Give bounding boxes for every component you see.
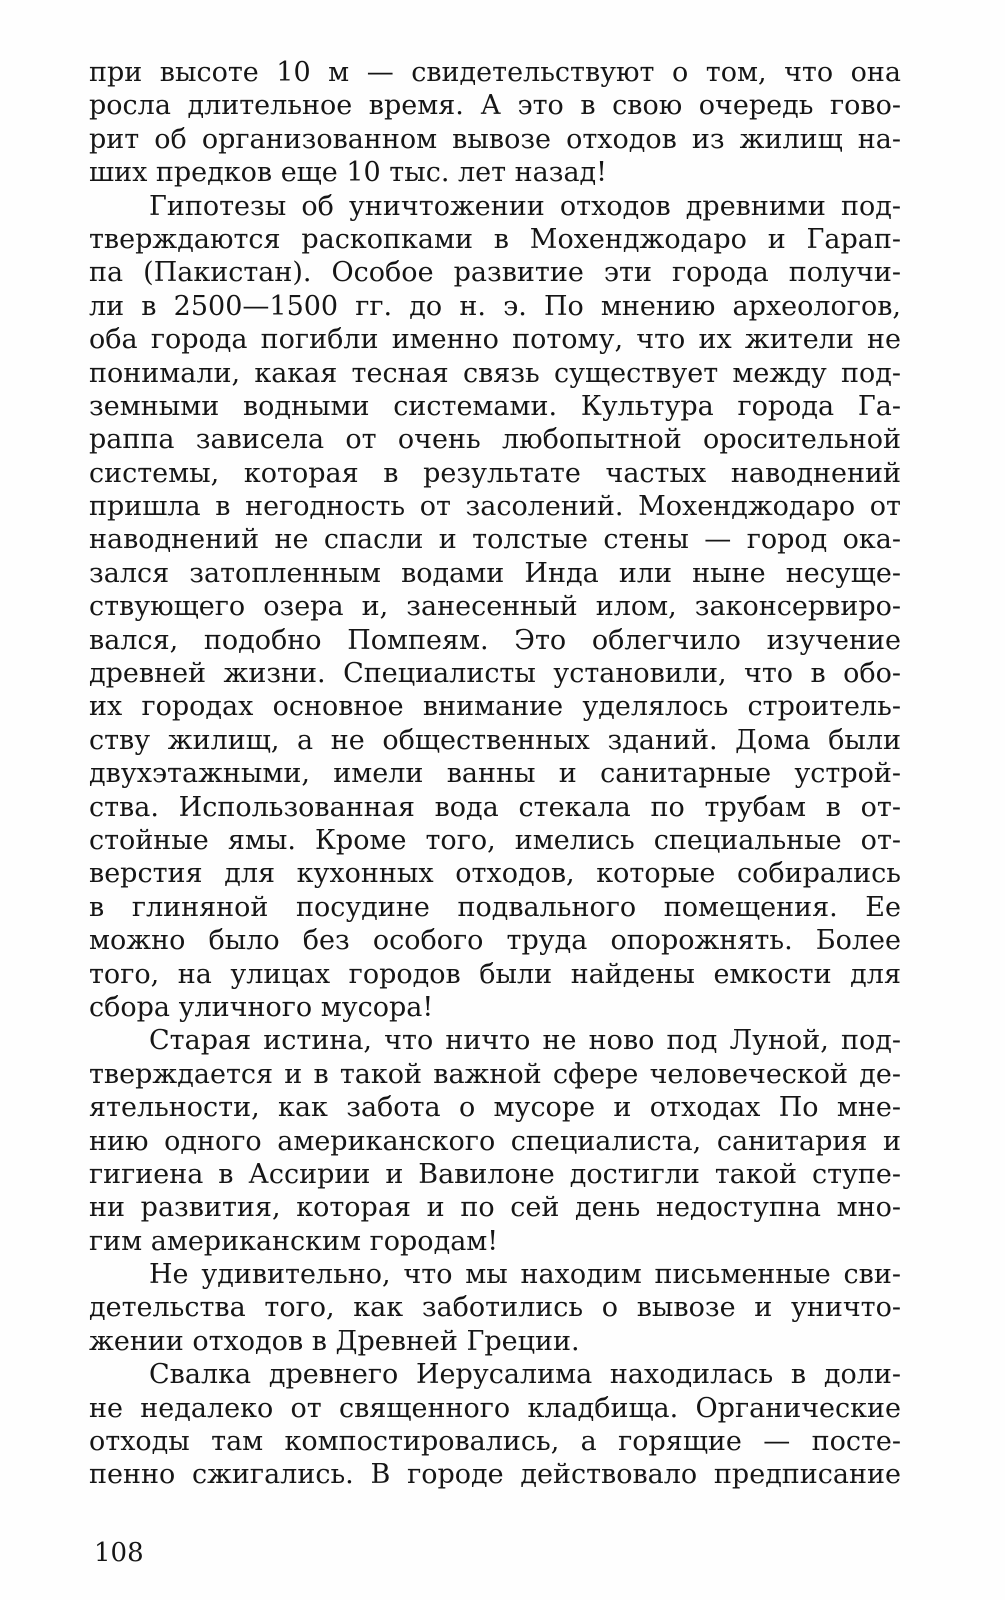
text-line: зался затопленным водами Инда или ныне несуще-: [89, 557, 901, 589]
text-line: росла длительное время. А это в свою очередь гово-: [89, 90, 901, 122]
text-line: можно было без особого труда опорожнять. Более: [89, 925, 901, 957]
text-line: рит об организованном вывозе отходов из жилищ на-: [89, 123, 901, 155]
text-line: древней жизни. Специалисты установили, что в обо-: [89, 658, 901, 690]
text-line: гим американским городам!: [89, 1225, 499, 1257]
text-line: пришла в негодность от засолений. Мохенджодаро от: [89, 491, 901, 523]
text-line: системы, которая в результате частых наводнений: [89, 457, 901, 489]
text-line: отходы там компостировались, а горящие — посте-: [89, 1426, 901, 1458]
text-line: раппа зависела от очень любопытной оросительной: [89, 424, 901, 456]
text-line: ли в 2500—1500 гг. до н. э. По мнению археологов,: [89, 290, 901, 322]
page-number: 108: [94, 1538, 144, 1568]
text-line: их городах основное внимание уделялось строитель-: [89, 691, 901, 723]
text-line: Гипотезы об уничтожении отходов древними под-: [149, 190, 901, 222]
text-line: земными водными системами. Культура города Га-: [89, 390, 901, 422]
text-line: Свалка древнего Иерусалима находилась в доли-: [149, 1359, 901, 1391]
text-line: ятельности, как забота о мусоре и отходах По мне-: [89, 1092, 901, 1124]
text-line: вался, подобно Помпеям. Это облегчило изучение: [89, 624, 901, 656]
text-line: тверждаются раскопками в Мохенджодаро и Гарап-: [89, 223, 901, 255]
text-line: оба города погибли именно потому, что их жители не: [89, 324, 901, 356]
text-line: ствующего озера и, занесенный илом, законсервиро-: [89, 591, 901, 623]
text-line: в глиняной посудине подвального помещения. Ее: [89, 891, 901, 923]
text-line: Не удивительно, что мы находим письменные сви-: [149, 1259, 901, 1291]
body-text: [89, 56, 901, 1492]
text-line: нию одного американского специалиста, санитария и: [89, 1125, 901, 1157]
text-line: гигиена в Ассирии и Вавилоне достигли такой ступе-: [89, 1158, 901, 1190]
text-line: жении отходов в Древней Греции.: [89, 1325, 580, 1357]
text-line: того, на улицах городов были найдены емкости для: [89, 958, 901, 990]
text-line: Старая истина, что ничто не ново под Луной, под-: [149, 1025, 901, 1057]
text-line: тверждается и в такой важной сфере человеческой де-: [89, 1058, 901, 1090]
text-line: ни развития, которая и по сей день недоступна мно-: [89, 1192, 901, 1224]
text-line: не недалеко от священного кладбища. Органические: [89, 1392, 901, 1424]
text-line: наводнений не спасли и толстые стены — город ока-: [89, 524, 901, 556]
text-line: при высоте 10 м — свидетельствуют о том, что она: [89, 57, 901, 88]
text-line: па (Пакистан). Особое развитие эти города получи-: [89, 257, 901, 289]
text-line: пенно сжигались. В городе действовало предписание: [89, 1459, 901, 1491]
text-line: сбора уличного мусора!: [89, 991, 434, 1023]
text-line: ству жилищ, а не общественных зданий. Дома были: [89, 724, 901, 756]
text-line: ших предков еще 10 тыс. лет назад!: [89, 157, 608, 189]
text-line: ства. Использованная вода стекала по трубам в от-: [89, 791, 901, 823]
text-line: стойные ямы. Кроме того, имелись специальные от-: [89, 824, 901, 856]
text-line: детельства того, как заботились о вывозе и уничто-: [89, 1292, 901, 1324]
text-line: понимали, какая тесная связь существует между под-: [89, 357, 901, 389]
text-line: двухэтажными, имели ванны и санитарные устрой-: [89, 758, 901, 790]
text-line: верстия для кухонных отходов, которые собирались: [89, 858, 901, 890]
